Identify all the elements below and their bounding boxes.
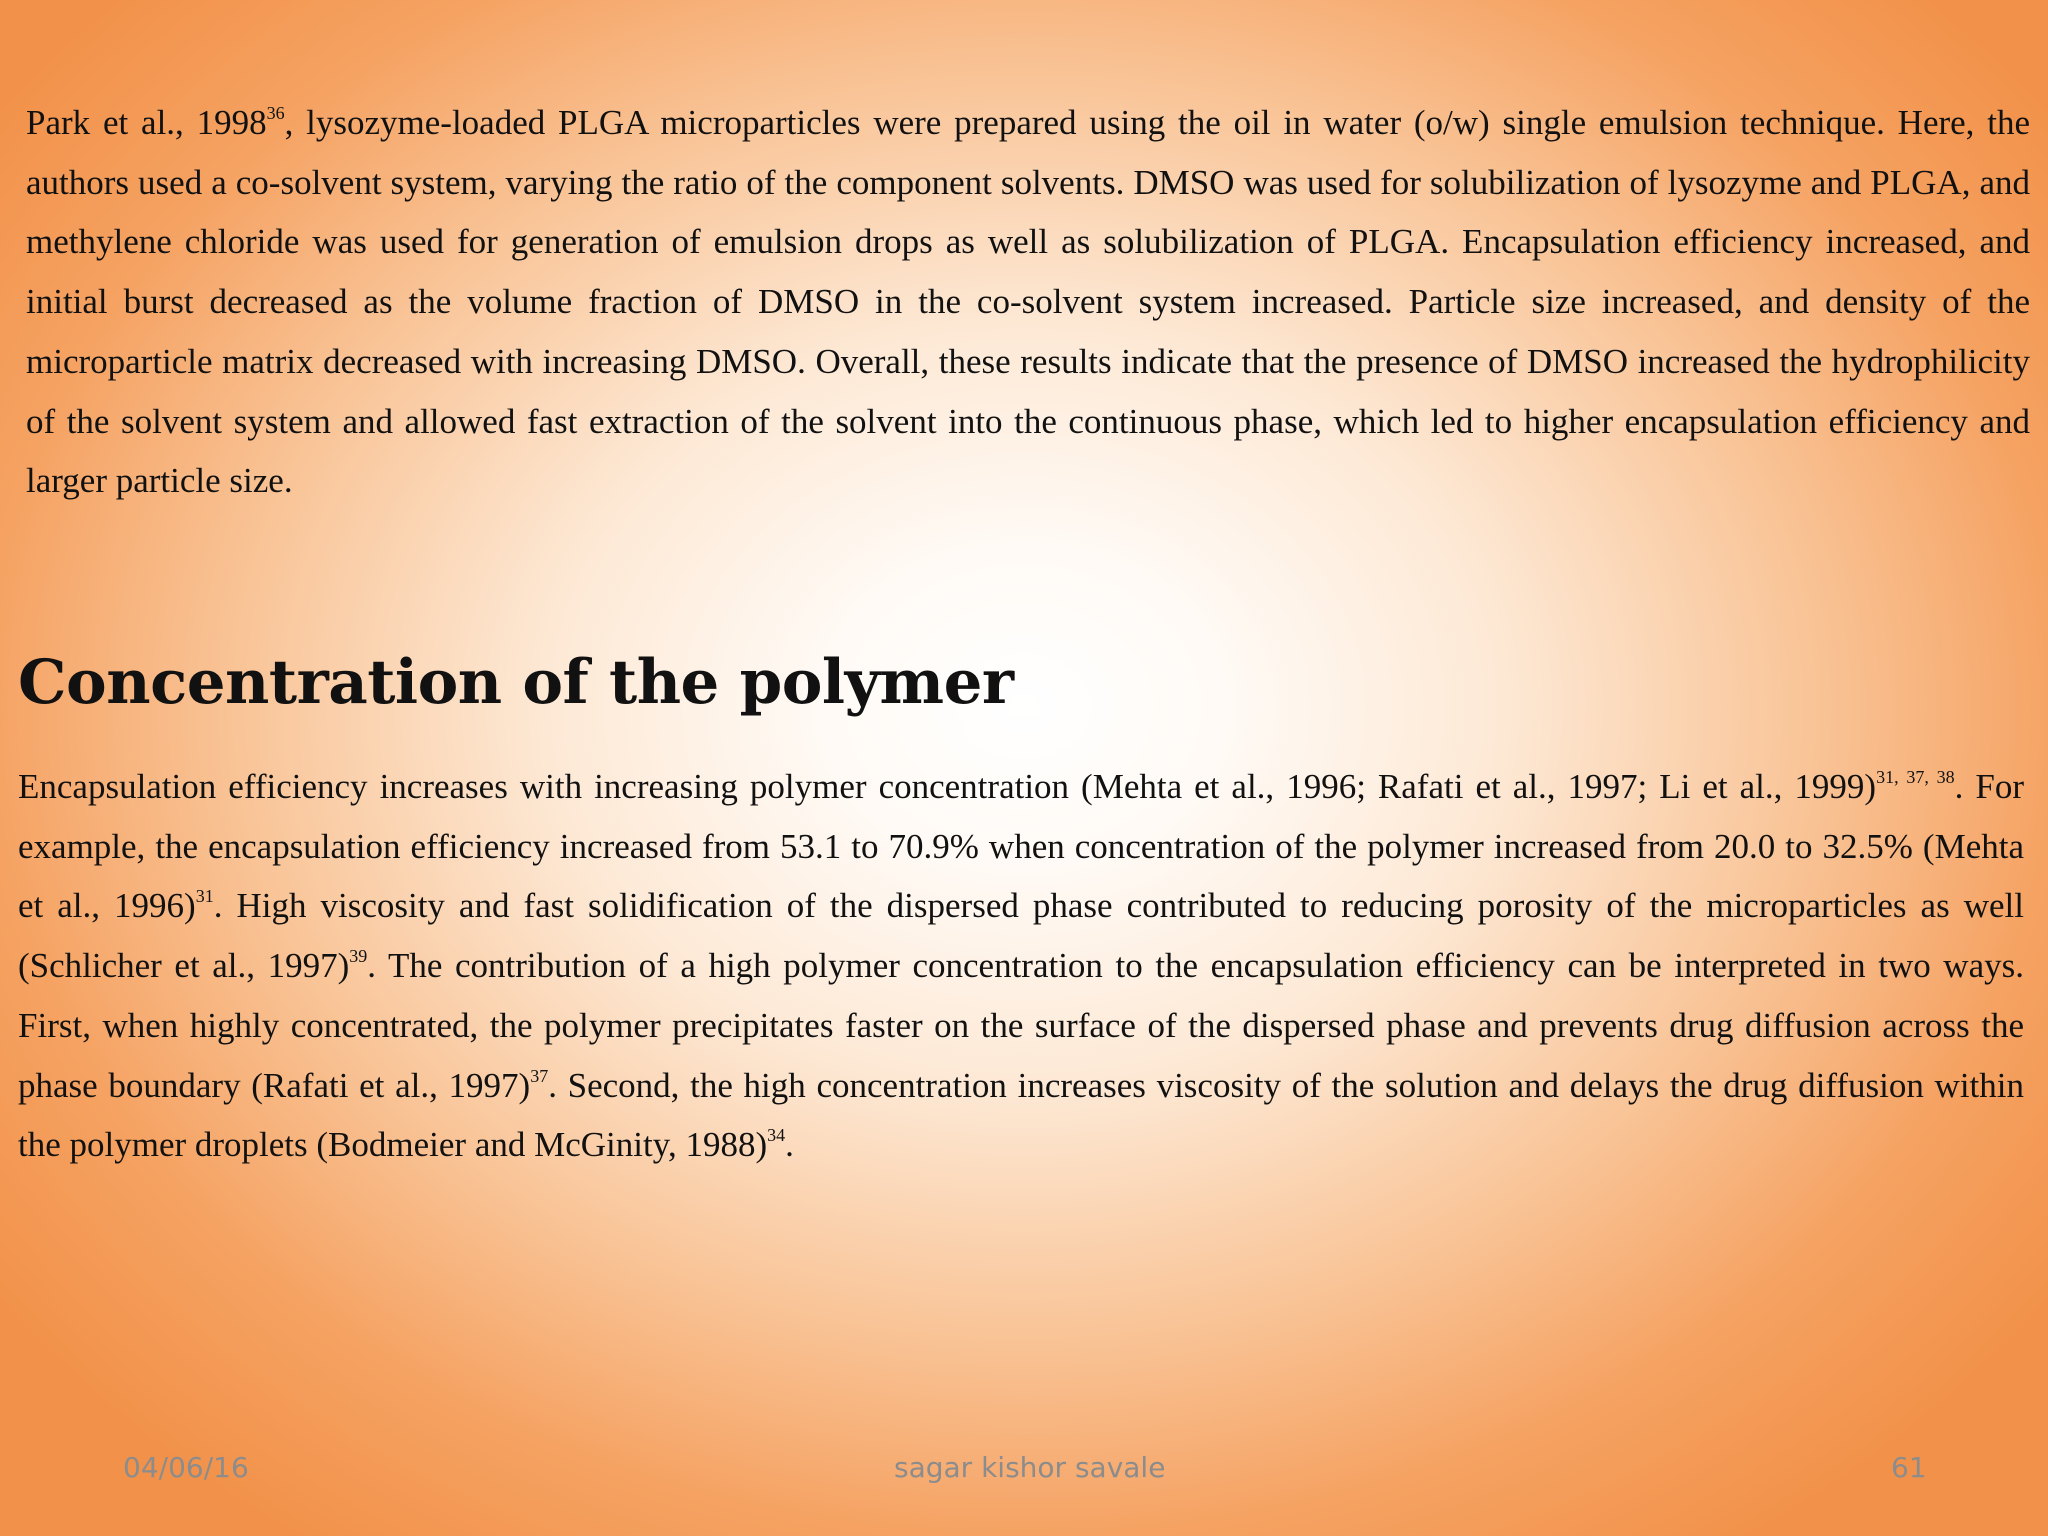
paragraph-text: Park et al., 1998 — [26, 103, 267, 142]
citation-superscript: 39 — [349, 946, 368, 967]
paragraph-text: . For example, the encapsulation efficiency increased from 53.1 to 70.9% when concentration of the polymer increased from 20.0 to 32.5% (Mehta et al., 1996) — [18, 767, 2024, 926]
paragraph-text: . Second, the high concentration increases viscosity of the solution and delays the drug diffusion within the polymer droplets (Bodmeier and McGinity, 1988) — [18, 1065, 2024, 1165]
paragraph-text: . High viscosity and fast solidification of the dispersed phase contributed to reducing porosity of the microparticles as well (Schlicher et al., 1997) — [18, 886, 2024, 986]
citation-superscript: 37 — [530, 1065, 549, 1086]
citation-superscript: 34 — [767, 1125, 786, 1146]
citation-superscript: 36 — [266, 103, 285, 123]
citation-superscript: 31 — [195, 886, 214, 907]
paragraph-text: Encapsulation efficiency increases with increasing polymer concentration (Mehta et al., 1996; Rafati et al., 1997; Li et al., 1999) — [18, 767, 1877, 806]
footer-page-number: 61 — [1891, 1451, 1927, 1484]
footer-author: sagar kishor savale — [894, 1451, 1166, 1484]
citation-superscript: 31, 37, 38 — [1876, 767, 1955, 787]
paragraph-text: . — [785, 1125, 794, 1165]
body-paragraph-polymer-concentration — [18, 757, 2024, 1175]
footer-date: 04/06/16 — [123, 1451, 249, 1484]
paragraph-text: , lysozyme-loaded PLGA microparticles were prepared using the oil in water (o/w) single emulsion technique. Here, the authors used a co-solvent system, varying the ratio of the component solvents. DMSO was used for solubilization of lysozyme and PLGA, and methylene chloride was used for generation of emulsion drops as well as solubilization of PLGA. Encapsulation efficiency increased, and initial burst decreased as the volume fraction of DMSO in the co-solvent system increased. Particle size increased, and density of the microparticle matrix decreased with increasing DMSO. Overall, these results indicate that the presence of DMSO increased the hydrophilicity of the solvent system and allowed fast extraction of the solvent into the continuous phase, which led to higher encapsulation efficiency and larger particle size. — [26, 103, 2030, 501]
body-paragraph-lysozyme-study — [26, 93, 2030, 511]
paragraph-text: . The contribution of a high polymer concentration to the encapsulation efficiency can be interpreted in two ways. First, when highly concentrated, the polymer precipitates faster on the surface of the dispersed phase and prevents drug diffusion across the phase boundary (Rafati et al., 1997) — [18, 946, 2024, 1105]
section-heading: Concentration of the polymer — [18, 647, 1014, 718]
